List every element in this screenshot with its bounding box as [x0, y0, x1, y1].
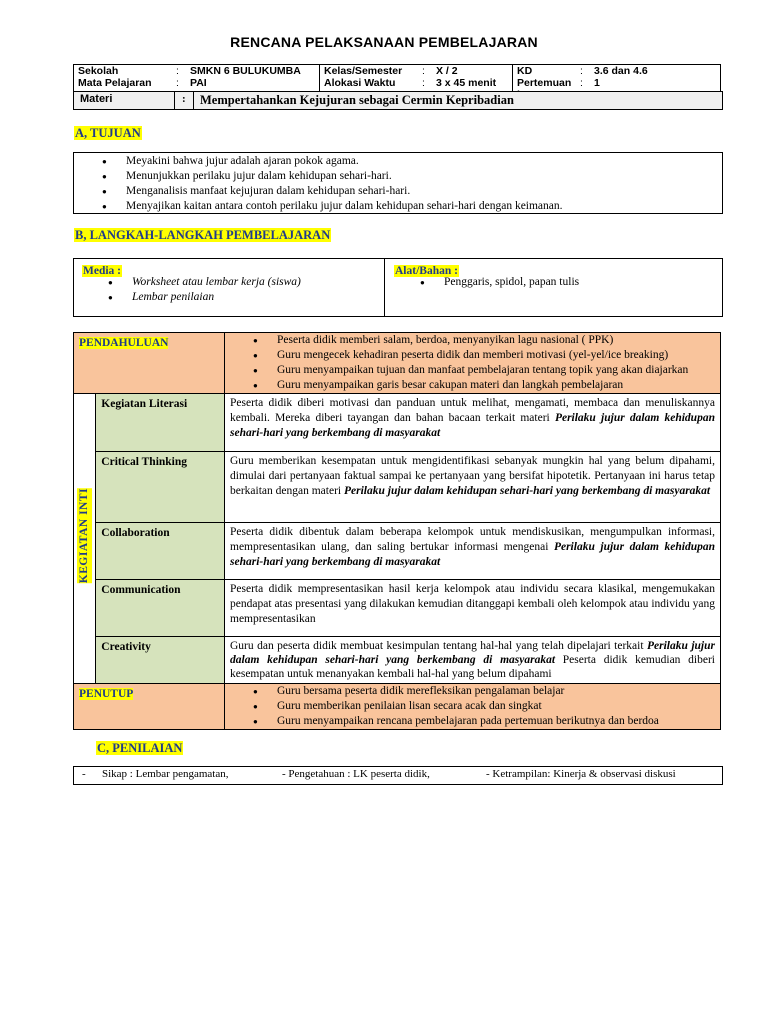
- materi-value: Mempertahankan Kejujuran sebagai Cermin Kepribadian: [200, 93, 514, 107]
- collab-text: [225, 523, 721, 580]
- body-text: Peserta didik kemudian diberi kesempatan untuk menanyakan kembali hal-hal yang belum dipahami: [230, 654, 715, 680]
- critical-text: [225, 452, 721, 523]
- kegiatan-inti-label: KEGIATAN INTI: [78, 488, 91, 584]
- media-box: [73, 258, 723, 317]
- list-item: [225, 333, 720, 348]
- sekolah-label: Sekolah: [78, 65, 119, 77]
- kelas-label: Kelas/Semester: [324, 65, 403, 77]
- page-title: RENCANA PELAKSANAAN PEMBELAJARAN: [230, 34, 538, 50]
- list-item: ● Lembar penilaian: [80, 290, 301, 305]
- sep: :: [176, 65, 179, 77]
- emphasis-text: Perilaku jujur dalam kehidupan sehari-hari yang berkembang di masyarakat: [230, 541, 715, 568]
- penilaian-heading: C, PENILAIAN: [97, 741, 183, 755]
- sep: :: [422, 77, 425, 89]
- kd-label: KD: [517, 65, 533, 77]
- divider: [384, 259, 385, 316]
- materi-row: [73, 91, 723, 110]
- literasi-label: Kegiatan Literasi: [96, 394, 225, 452]
- activity-table: [73, 332, 721, 730]
- sep: :: [422, 65, 425, 77]
- comm-text: Peserta didik mempresentasikan hasil kerja kelompok atau individu secara klasikal, mengemukakan pendapat atas presentasi yang dilakukan kemudian ditanggapi kembali oleh kelompok atau individu yang mempresentasikan: [225, 580, 721, 637]
- penutup-label: [74, 684, 225, 730]
- pertemuan-label: Pertemuan: [517, 77, 572, 89]
- body-text: Guru dan peserta didik membuat kesimpulan tentang hal-hal yang telah dipelajari terkait: [230, 640, 647, 652]
- pertemuan-value: 1: [594, 77, 600, 89]
- dash: -: [82, 768, 86, 780]
- penilaian-keterampilan: - Ketrampilan: Kinerja & observasi diskusi: [486, 768, 676, 780]
- alat-label: Alat/Bahan :: [395, 265, 458, 277]
- kegiatan-inti-cell: [74, 394, 96, 684]
- media-label: Media :: [83, 265, 122, 277]
- kd-value: 3.6 dan 4.6: [594, 65, 648, 77]
- list-item: ● Guru menyampaikan rencana pembelajaran pada pertemuan berikutnya dan berdoa: [225, 714, 720, 729]
- sep: :: [580, 65, 583, 77]
- list-item: ● Menunjukkan perilaku jujur dalam kehidupan sehari-hari.: [74, 169, 722, 184]
- langkah-heading: B, LANGKAH-LANGKAH PEMBELAJARAN: [75, 228, 331, 242]
- list-item: ● Guru menyampaikan tujuan dan manfaat pembelajaran tentang topik yang akan diajarkan: [225, 363, 720, 378]
- literasi-text: [225, 394, 721, 452]
- critical-label: Critical Thinking: [96, 452, 225, 523]
- list-item: ● Guru bersama peserta didik merefleksikan pengalaman belajar: [225, 684, 720, 699]
- list-item: ● Menganalisis manfaat kejujuran dalam kehidupan sehari-hari.: [74, 184, 722, 199]
- sekolah-value: SMKN 6 BULUKUMBA: [186, 65, 320, 78]
- emphasis-text: Perilaku jujur dalam kehidupan sehari-hari yang berkembang di masyarakat: [344, 485, 711, 497]
- pendahuluan-item: Peserta didik memberi salam, berdoa, menyanyikan lagu nasional ( PPK): [277, 334, 614, 346]
- comm-label: Communication: [96, 580, 225, 637]
- pendahuluan-label: [74, 333, 225, 394]
- list-item: ● Penggaris, spidol, papan tulis: [392, 275, 579, 290]
- body-text: Peserta didik diberi motivasi dan panduan untuk melihat, mengamati, membaca dan menuliskannya kembali. Mereka diberi tayangan dan bahan bacaan terkait materi: [230, 397, 715, 424]
- list-item: ● Guru memberikan penilaian lisan secara acak dan singkat: [225, 699, 720, 714]
- sep: :: [176, 77, 179, 89]
- emphasis-text: Perilaku jujur dalam kehidupan sehari-hari yang berkembang di masyarakat: [230, 412, 715, 439]
- body-text: Peserta didik dibentuk dalam beberapa kelompok untuk mendiskusikan, mengumpulkan informasi, mempresentasikan ulang, dan saling bertukar informasi mengenai: [230, 526, 715, 553]
- divider: [174, 92, 175, 109]
- alokasi-value: 3 x 45 menit: [432, 77, 513, 102]
- collab-label: Collaboration: [96, 523, 225, 580]
- penilaian-box: [73, 766, 723, 785]
- penilaian-sikap: Sikap : Lembar pengamatan,: [102, 768, 229, 780]
- list-item: ● Guru mengecek kehadiran peserta didik dan memberi motivasi (yel-yel/ice breaking): [225, 348, 720, 363]
- emphasis-text: Perilaku jujur dalam kehidupan sehari-hari yang berkembang di masyarakat: [230, 640, 715, 666]
- creat-text: [225, 637, 721, 684]
- list-item: ● Guru menyampaikan garis besar cakupan materi dan langkah pembelajaran: [225, 378, 720, 393]
- penilaian-pengetahuan: - Pengetahuan : LK peserta didik,: [282, 768, 430, 780]
- tujuan-box: [73, 152, 723, 214]
- alokasi-label: Alokasi Waktu: [324, 77, 396, 89]
- sep: :: [182, 93, 186, 105]
- materi-label: Materi: [80, 93, 113, 105]
- list-item: ● Meyakini bahwa jujur adalah ajaran pokok agama.: [74, 154, 722, 169]
- mapel-label: Mata Pelajaran: [78, 77, 152, 89]
- kelas-value: X / 2: [432, 65, 513, 78]
- list-item: ● Menyajikan kaitan antara contoh perilaku jujur dalam kehidupan sehari-hari dengan keimanan.: [74, 199, 722, 214]
- list-item: ● Worksheet atau lembar kerja (siswa): [80, 275, 301, 290]
- body-text: Guru memberikan kesempatan untuk mengidentifikasi sebanyak mungkin hal yang belum dipahami, dimulai dari pertanyaan faktual sampai ke pertanyaan yang bersifat hipotetik. Pertanyaan ini harus tetap berkaitan dengan materi: [230, 455, 715, 497]
- pendahuluan-text: PENDAHULUAN: [79, 337, 169, 349]
- sep: :: [580, 77, 583, 89]
- penutup-text: PENUTUP: [79, 688, 134, 700]
- tujuan-heading: A, TUJUAN: [75, 126, 141, 140]
- creat-label: Creativity: [96, 637, 225, 684]
- mapel-value: PAI: [186, 77, 320, 102]
- divider: [193, 92, 194, 109]
